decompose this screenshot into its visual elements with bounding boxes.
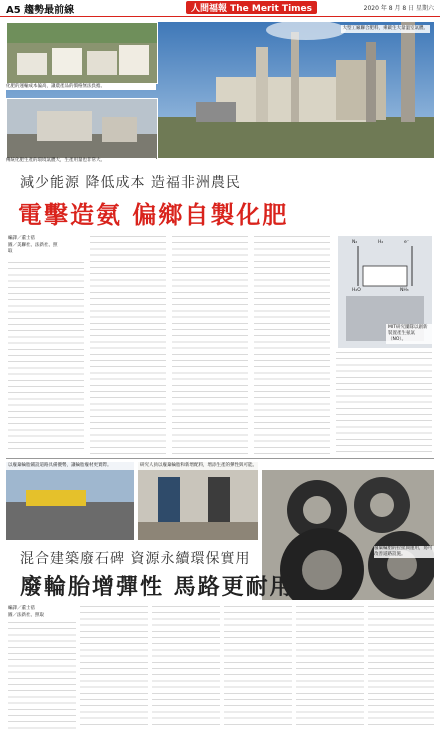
story2-byline-editor: 編譯／董士蓓 [8, 606, 35, 611]
story2-byline-credit: 圖／法新社、照取 [8, 612, 44, 618]
researchers-caption: 研究人員以廢棄輪胎和新增配料，增添生產的彈性與可能。 [138, 462, 438, 470]
story1-column-2 [90, 236, 166, 454]
lab-label-nh3: NH₃ [400, 288, 409, 293]
factory-exterior-photo [6, 98, 158, 160]
left-photo-caption-2 [6, 158, 156, 164]
caption-text-2: 傳統化肥生產的環境氣體大，生產用量也非常大。 [6, 158, 105, 163]
story2-subtitle: 混合建築廢石碑 資源永續環保實用 [20, 551, 251, 567]
story1-headline: 電擊造氨 偏鄉自製化肥 [18, 201, 289, 229]
story-divider [6, 458, 434, 459]
inset-caption-text: 廢棄輪胎的拉扯與運用，將可改善道路設施。 [374, 546, 433, 557]
story2-column-5 [296, 606, 364, 730]
lab-photo-caption: MIT研究團隊以創新裝置產生氨氣（NO）。 [386, 324, 432, 344]
lab-label-h2o: H₂O [352, 288, 361, 293]
section-label: A5 趨勢最前線 [6, 5, 75, 16]
story2-headline: 廢輪胎增彈性 馬路更耐用 [20, 575, 294, 600]
story2-byline [8, 606, 62, 619]
page-header [0, 0, 440, 17]
tire-pile-caption [374, 546, 434, 558]
lab-device-photo [338, 236, 432, 348]
caption-text-1: 化肥的運輸成本偏高，讓農產品的價格無法負擔。 [6, 84, 105, 89]
lab-label-n2: N₂ [352, 240, 358, 245]
byline-credit: 圖／美聯社、法新社、照取 [8, 242, 58, 254]
newspaper-logo: 人間福報 The Merit Times [186, 1, 317, 14]
story2-column-6 [368, 606, 434, 730]
researchers-photo [138, 462, 258, 540]
story1-column-4 [254, 236, 330, 454]
story1-column-3 [172, 236, 248, 454]
factory-photo-caption: 大型工廠聯合肥料，乘載生大量溫室氣體。 [342, 26, 428, 31]
story1-column-1 [8, 262, 84, 454]
story1-column-5 [336, 352, 432, 454]
left-photo-caption-1 [6, 84, 156, 90]
tire-road-photo [6, 462, 134, 540]
story2-column-1 [8, 622, 76, 730]
story2-column-2 [80, 606, 148, 730]
tire-road-caption: 以廢棄輪胎鋪設道路具備優勢，讓輪胎廢材更實際。 [6, 462, 138, 470]
issue-date: 2020 年 8 月 8 日 星期六 [363, 5, 434, 12]
story2-column-4 [224, 606, 292, 730]
story1-subtitle: 減少能源 降低成本 造福非洲農民 [20, 175, 241, 191]
story2-column-3 [152, 606, 220, 730]
fertilizer-bags-photo [6, 22, 158, 84]
lab-label-h2: H₂ [378, 240, 384, 245]
lab-label-e: e⁻ [404, 240, 410, 245]
byline-editor: 編譯／董士蓓 [8, 236, 35, 241]
story1-byline [8, 236, 58, 256]
